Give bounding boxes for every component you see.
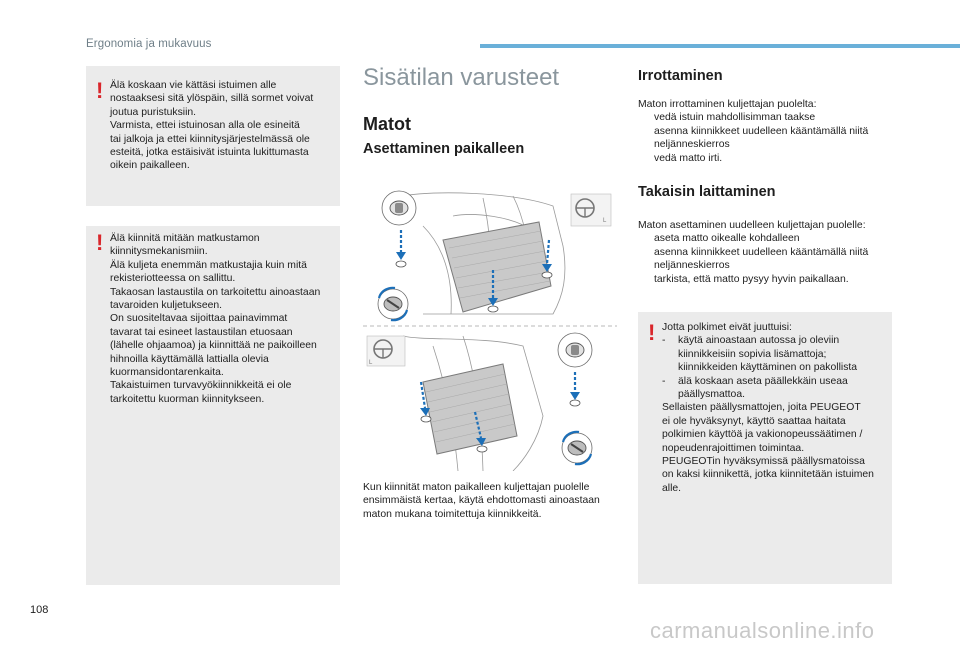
removal-section — [638, 98, 892, 165]
list-item: tarkista, että matto pysyy hyvin paikallaan. — [654, 273, 849, 285]
header-title: Ergonomia ja mukavuus — [86, 38, 212, 50]
warning-exclamation-icon: ! — [648, 320, 656, 345]
subsection-title: Matot — [363, 114, 411, 134]
svg-text:L: L — [369, 360, 373, 366]
steering-wheel-icon — [571, 194, 611, 226]
page-number: 108 — [30, 604, 49, 616]
removal-steps — [638, 111, 892, 165]
refit-steps — [638, 232, 892, 286]
svg-text:L: L — [603, 218, 607, 224]
fastener-detail-callout — [558, 333, 592, 367]
refit-section — [638, 219, 892, 286]
refit-heading: Takaisin laittaminen — [638, 184, 776, 200]
removal-intro: Maton irrottaminen kuljettajan puolelta: — [638, 99, 817, 110]
fastener-rotate-callout — [562, 432, 592, 464]
warning-text-seat: Älä koskaan vie kättäsi istuimen alle nostaaksesi sitä ylöspäin, sillä sormet voivat joutua puristuksiin. Varmista, ettei istuinosan alla ole esineitä tai jalkoja ja ettei kiinnitysjärjestelmässä ole esteitä, jotka estäisivät istuinta lukittumasta oikein paikalleen. — [110, 80, 314, 172]
fitting-heading: Asettaminen paikalleen — [363, 141, 525, 157]
warning-box-cargo — [86, 226, 340, 585]
refit-intro: Maton asettaminen uudelleen kuljettajan puolelle: — [638, 220, 866, 231]
removal-heading: Irrottaminen — [638, 68, 723, 84]
figure-caption: Kun kiinnität maton paikalleen kuljettajan puolelle ensimmäistä kertaa, käytä ehdottomasti ainoastaan maton mukana toimitettuja kiinnikkeitä. — [363, 482, 600, 520]
warning-box-pedals — [638, 312, 892, 584]
fastener-detail-callout — [382, 191, 416, 225]
note-intro: Jotta polkimet eivät juuttuisi: — [662, 322, 792, 333]
list-item: - älä koskaan aseta päällekkäin useaa päällysmattoa. — [662, 375, 848, 401]
steering-wheel-icon — [367, 336, 405, 366]
note-items — [662, 334, 888, 401]
list-item: vedä istuin mahdollisimman taakse — [654, 112, 816, 124]
list-item: - käytä ainoastaan autossa jo oleviin kiinnikkeisiin sopivia lisämattoja; kiinnikkeiden käyttäminen on pakollista — [662, 335, 858, 374]
section-title: Sisätilan varusteet — [363, 64, 560, 91]
list-item: vedä matto irti. — [654, 152, 723, 164]
list-item: asenna kiinnikkeet uudelleen kääntämällä niitä neljänneskierros — [654, 125, 869, 151]
note-outro: Sellaisten päällysmattojen, joita PEUGEOT ei ole hyväksynyt, käyttö saattaa haitata polkimien käyttöä ja vakionopeussäätimen / nopeudenrajoittimen toimintaa. PEUGEOTin hyväksymissä päällysmatoissa on kaksi kiinnikettä, jotka kiinnitetään istuimen alle. — [662, 402, 874, 494]
list-item: aseta matto oikealle kohdalleen — [654, 233, 800, 245]
fastener-rotate-callout — [378, 288, 408, 320]
floor-mat-illustration — [363, 186, 617, 471]
warning-exclamation-icon: ! — [96, 78, 104, 103]
warning-box-seat — [86, 66, 340, 206]
warning-exclamation-icon: ! — [96, 230, 104, 255]
header-accent-bar — [480, 44, 960, 48]
list-item: asenna kiinnikkeet uudelleen kääntämällä niitä neljänneskierros — [654, 246, 869, 272]
floor-mat-bottom — [423, 364, 517, 454]
warning-text-cargo: Älä kiinnitä mitään matkustamon kiinnitysmekanismiin. Älä kuljeta enemmän matkustajia kuin mitä rekisteriotteessa on sallittu. Takaosan lastaustila on tarkoitettu ainoastaan tavaroiden kuljetukseen. On suositeltavaa sijoittaa painavimmat tavarat tai esineet lastaustilan etuosaan (lähelle ohjaamoa) ja kiinnittää ne paikoilleen hihnoilla käyttämällä lattialla olevia kuormansidontarenkaita. Takaistuimen turvavyökiinnikkeitä ei ole tarkoitettu kuorman kiinnitykseen. — [110, 233, 321, 405]
watermark: carmanualsonline.info — [650, 618, 875, 643]
